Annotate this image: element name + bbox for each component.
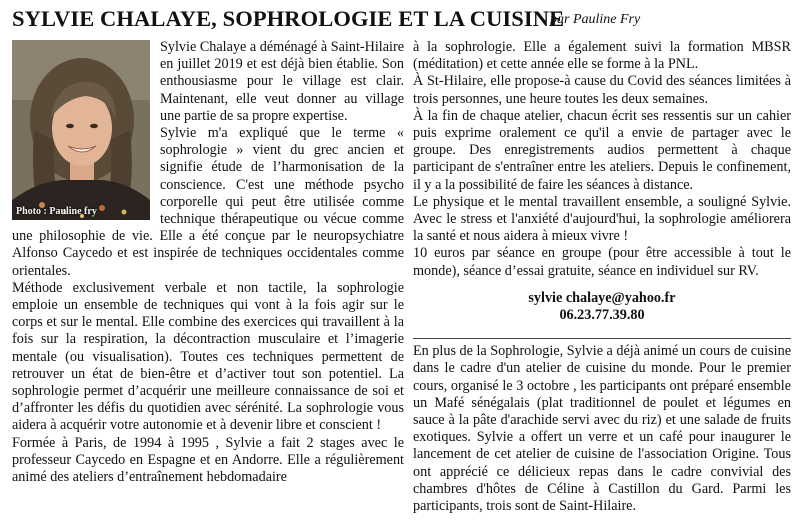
paragraph-pricing: 10 euros par séance en groupe (pour être accessible à tout le monde), séance d’essai gratuite, séance en individuel sur RV. (413, 245, 791, 279)
contact-phone[interactable]: 06.23.77.39.80 (559, 307, 645, 324)
section-divider (413, 338, 791, 339)
paragraph-definition: Sylvie m'a expliqué que le terme « sophrologie » vient du grec ancien et signifie étude de l’harmonisation de la conscience. C'est une méthode psycho corporelle qui peut être utilisée comme technique thérapeutique ou vécue comme une philosophie de vie. Elle a été conçue par le neuropsychiatre Alfonso Caycedo et est inspirée de techniques occidentales comme orientales. (12, 125, 404, 279)
right-column (413, 39, 791, 515)
paragraph-intro: Sylvie Chalaye a déménagé à Saint-Hilaire en juillet 2019 et est déjà bien établie. Son enthousiasme pour le village est clair. Maintenant, elle veut donner au village une partie de sa propre expertise. (160, 39, 404, 124)
paragraph-method: Méthode exclusivement verbale et non tactile, la sophrologie emploie un ensemble de techniques qui vont à la fois agir sur le corps et sur le mental. Elle combine des exercices qui travaillent à la fois sur la respiration, la décontraction musculaire et l’imagerie mentale (ou visualisation). Toutes ces techniques permettent de retrouver un état de bien-être et d’activer tout son potentiel. La sophrologie permet d’acquérir une meilleure connaissance de soi et d’affronter les défis du quotidien avec sérénité. La sophrologie vous aidera à acquérir votre autonomie et à devenir libre et conscient ! (12, 279, 404, 434)
paragraph-sessions: À St-Hilaire, elle propose-à cause du Covid des séances limitées à trois personnes, une heure toutes les deux semaines. (413, 73, 791, 107)
contact-email[interactable]: sylvie chalaye@yahoo.fr (528, 289, 676, 306)
paragraph-mbsr: à la sophrologie. Elle a également suivi la formation MBSR (méditation) et cette année elle se forme à la PNL. (413, 39, 791, 73)
article-title: SYLVIE CHALAYE, SOPHROLOGIE ET LA CUISINE (12, 6, 565, 31)
paragraph-training: Formée à Paris, de 1994 à 1995 , Sylvie a fait 2 stages avec le professeur Caycedo en Espagne et en Andorre. Elle a régulièrement animé des ateliers d’entraînement hebdomadaire (12, 434, 404, 486)
paragraph-cuisine: En plus de la Sophrologie, Sylvie a déjà animé un cours de cuisine dans le cadre d'un atelier de cuisine du monde. Pour le premier cours, organisé le 3 octobre , les participants ont préparé ensemble un Mafé sénégalais (plat traditionnel de poulet et légumes en sauce à la pâte d'arachide servi avec du riz) et une salade de fruits exotiques. Sylvie a offert un verre et un café pour inaugurer le lancement de cet atelier de cuisine de l'association Origine. Tous ont apprécié ce délicieux repas dans le cadre convivial des chambres d'hôtes de Céline à Castillon du Gard. Parmi les participants, trois sont de Saint-Hilaire. (413, 343, 791, 515)
paragraph-wellbeing: Le physique et le mental travaillent ensemble, a souligné Sylvie. Avec le stress et l'anxiété d'aujourd'hui, la sophrologie améliorera la santé et nous aidera à mieux vivre ! (413, 193, 791, 245)
photo-credit: Photo : Pauline fry (16, 206, 97, 217)
contact-block (413, 290, 791, 324)
article-byline: par Pauline Fry (550, 12, 641, 27)
left-column (12, 39, 404, 486)
paragraph-workshop: À la fin de chaque atelier, chacun écrit ses ressentis sur un cahier puis exprime oralement ce qu'il a envie de partager avec le groupe. Des enregistrements audios permettent à chaque participant de s'entraîner entre les ateliers. Depuis le confinement, il y a la possibilité de faire les séances à distance. (413, 107, 791, 193)
